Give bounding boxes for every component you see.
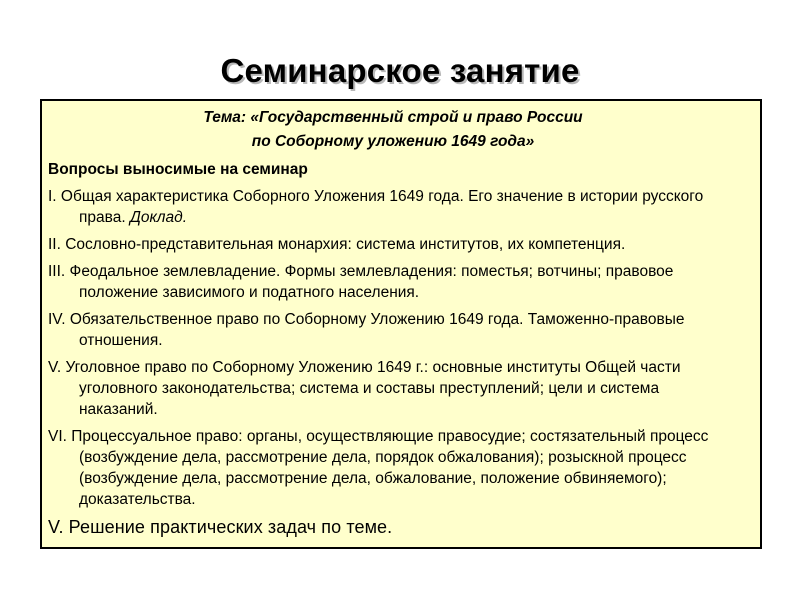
question-text: V. Уголовное право по Соборному Уложению 1649 г.: основные институты Общей части уголовного законодательства; система и составы преступлений; цели и система наказаний. (48, 359, 681, 418)
seminar-content-box (40, 99, 762, 549)
topic-line-1: Тема: «Государственный строй и право России (203, 109, 583, 126)
question-item-3 (48, 261, 738, 303)
question-item-4 (48, 309, 738, 351)
question-item-2 (48, 234, 738, 255)
question-text: VI. Процессуальное право: органы, осуществляющие правосудие; состязательный процесс (возбуждение дела, рассмотрение дела, порядок обжалования); розыскной процесс (возбуждение дела, рассмотрение дела, обжалование, положение обвиняемого); доказательства. (48, 428, 709, 508)
question-note: Доклад. (129, 209, 188, 226)
final-item: V. Решение практических задач по теме. (48, 517, 393, 537)
question-item-1 (48, 186, 738, 228)
question-text: II. Сословно-представительная монархия: система институтов, их компетенция. (48, 236, 626, 253)
question-item-5 (48, 357, 738, 420)
slide-title: Семинарское занятие (220, 52, 580, 89)
question-text: I. Общая характеристика Соборного Уложения 1649 года. Его значение в истории русского права. (48, 188, 704, 226)
questions-heading: Вопросы выносимые на семинар (48, 161, 308, 178)
question-text: IV. Обязательственное право по Соборному Уложению 1649 года. Таможенно-правовые отношения. (48, 311, 685, 349)
question-item-6 (48, 426, 738, 510)
question-text: III. Феодальное землевладение. Формы землевладения: поместья; вотчины; правовое положение зависимого и податного населения. (48, 263, 674, 301)
topic-line-2: по Соборному уложению 1649 года» (251, 133, 535, 150)
questions-list (48, 186, 738, 510)
